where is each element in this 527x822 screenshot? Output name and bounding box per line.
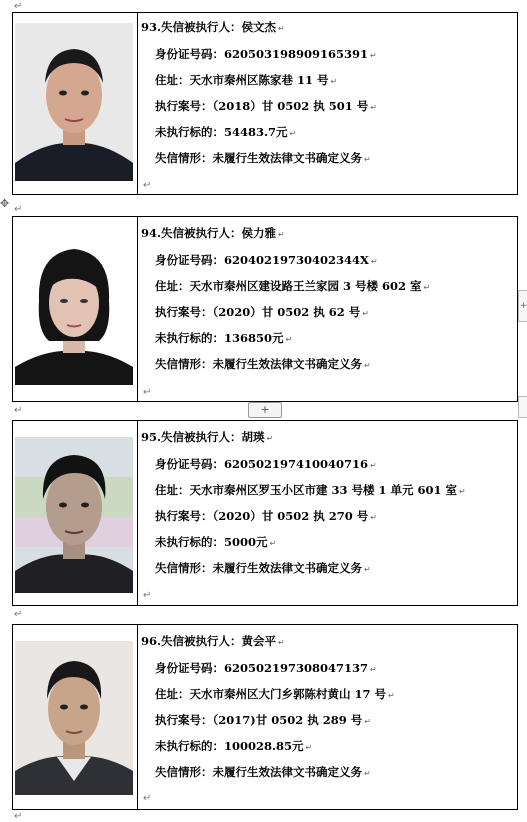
record-heading: 94.失信被执行人：侯力雅 ↵ <box>141 226 285 240</box>
cell-end-mark: ↵ <box>143 590 152 601</box>
person-photo <box>15 23 133 181</box>
record-id-number: 身份证号码：62040219730402344X ↵ <box>155 253 378 267</box>
record-amount: 未执行标的：136850元 ↵ <box>155 331 293 345</box>
record-address: 住址：天水市秦州区建设路王兰家园 3 号楼 602 室 ↵ <box>155 279 431 293</box>
photo-cell <box>13 421 138 605</box>
cell-end-mark: ↵ <box>143 387 152 398</box>
paragraph-mark: ↵ <box>14 1 23 12</box>
paragraph-mark: ↵ <box>14 609 23 620</box>
record-id-number: 身份证号码：620503198909165391 ↵ <box>155 47 377 61</box>
person-photo <box>15 641 133 795</box>
record-amount: 未执行标的：5000元 ↵ <box>155 535 277 549</box>
record-address: 住址：天水市秦州区罗玉小区市建 33 号楼 1 单元 601 室 ↵ <box>155 483 466 497</box>
cell-end-mark: ↵ <box>143 180 152 191</box>
record-info <box>141 625 517 809</box>
paragraph-mark: ↵ <box>14 204 23 215</box>
cell-end-mark: ↵ <box>143 793 152 804</box>
record-amount: 未执行标的：54483.7元 ↵ <box>155 125 297 139</box>
record-card-94 <box>12 216 518 402</box>
record-id-number: 身份证号码：620502197308047137 ↵ <box>155 661 377 675</box>
record-card-93 <box>12 12 518 195</box>
table-move-handle-icon[interactable]: ✥ <box>0 197 10 210</box>
record-card-96 <box>12 624 518 810</box>
record-status: 失信情形：未履行生效法律文书确定义务 ↵ <box>155 561 371 575</box>
person-photo <box>15 437 133 593</box>
record-case-number: 执行案号：（2020）甘 0502 执 270 号 ↵ <box>155 509 377 523</box>
record-status: 失信情形：未履行生效法律文书确定义务 ↵ <box>155 357 371 371</box>
record-info <box>141 13 517 194</box>
person-photo <box>15 231 133 385</box>
record-status: 失信情形：未履行生效法律文书确定义务 ↵ <box>155 151 371 165</box>
photo-cell <box>13 625 138 809</box>
paragraph-mark: ↵ <box>14 811 23 822</box>
record-id-number: 身份证号码：620502197410040716 ↵ <box>155 457 377 471</box>
insert-row-button[interactable]: + <box>248 402 282 418</box>
insert-column-tab[interactable]: + <box>518 290 527 322</box>
table-edge-tab[interactable] <box>518 396 527 418</box>
photo-cell <box>13 13 138 194</box>
record-case-number: 执行案号：（2017)甘 0502 执 289 号 ↵ <box>155 713 371 727</box>
photo-cell <box>13 217 138 401</box>
record-status: 失信情形：未履行生效法律文书确定义务 ↵ <box>155 765 371 779</box>
record-address: 住址：天水市秦州区大门乡郭陈村黄山 17 号 ↵ <box>155 687 395 701</box>
record-case-number: 执行案号：（2018）甘 0502 执 501 号 ↵ <box>155 99 377 113</box>
paragraph-mark: ↵ <box>14 405 23 416</box>
record-info <box>141 421 517 605</box>
record-amount: 未执行标的：100028.85元 ↵ <box>155 739 313 753</box>
record-heading: 95.失信被执行人：胡瑛 ↵ <box>141 430 274 444</box>
record-card-95 <box>12 420 518 606</box>
record-heading: 93.失信被执行人：侯文杰 ↵ <box>141 20 285 34</box>
record-address: 住址：天水市秦州区陈家巷 11 号 ↵ <box>155 73 338 87</box>
record-heading: 96.失信被执行人：黄会平 ↵ <box>141 634 285 648</box>
record-info <box>141 217 517 401</box>
record-case-number: 执行案号：（2020）甘 0502 执 62 号 ↵ <box>155 305 369 319</box>
